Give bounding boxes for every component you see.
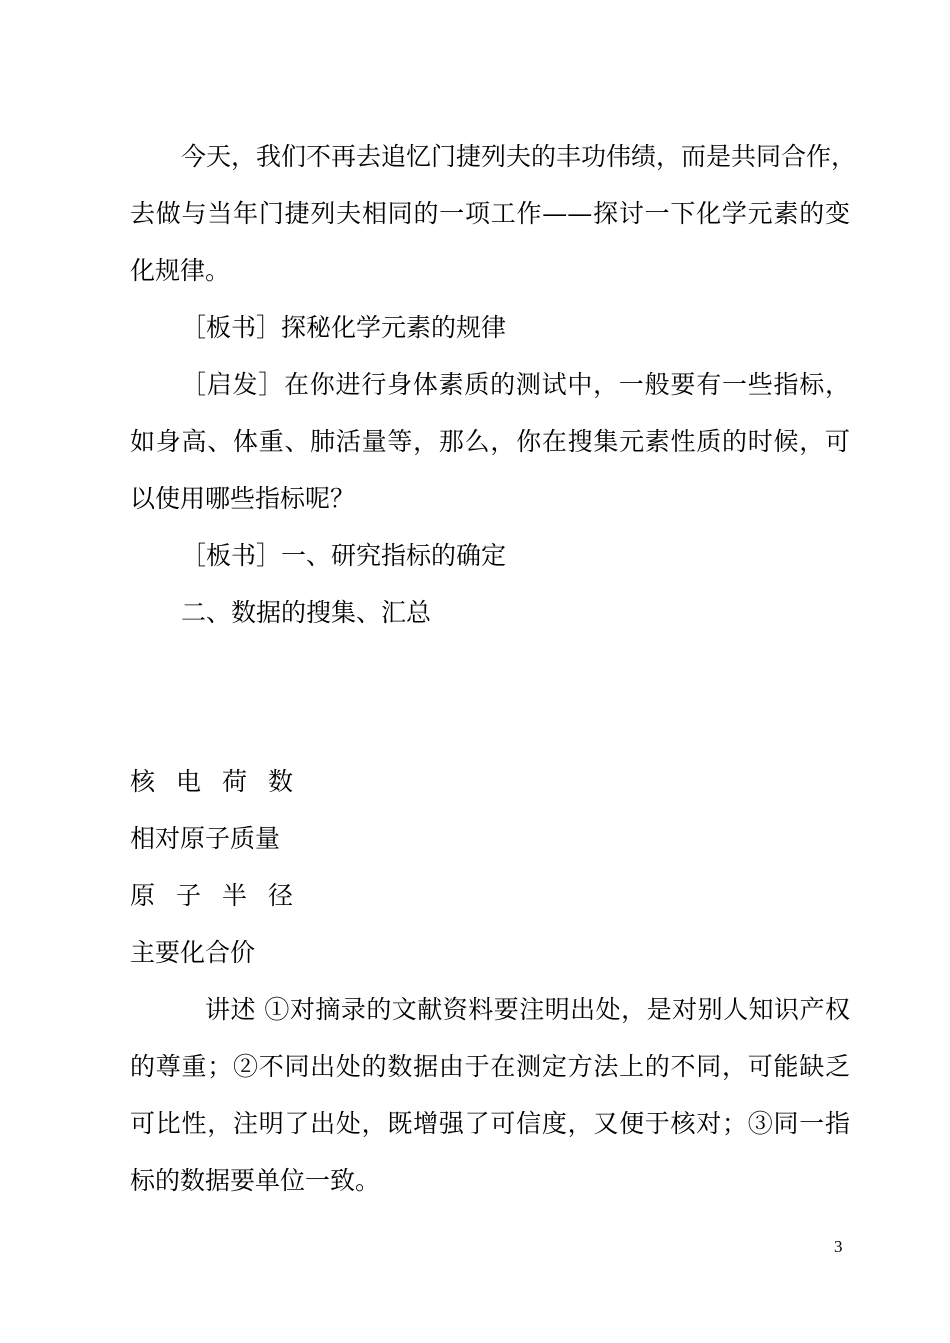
paragraph-1-line-1: 今天，我们不再去追忆门捷列夫的丰功伟绩，而是共同合作， (181, 142, 857, 171)
paragraph-1-line-3: 化规律。 (130, 256, 231, 285)
indicator-main-valence: 主要化合价 (130, 938, 256, 967)
indicator-atomic-radius: 原子半径 (130, 881, 315, 910)
lecture-line-1: 讲述 ①对摘录的文献资料要注明出处，是对别人知识产权 (205, 995, 850, 1024)
paragraph-1-line-2: 去做与当年门捷列夫相同的一项工作——探讨一下化学元素的变 (130, 199, 850, 228)
inspire-line-2: 如身高、体重、肺活量等，那么，你在搜集元素性质的时候，可 (130, 427, 850, 456)
inspire-line-3: 以使用哪些指标呢？ (130, 484, 356, 513)
page-number: 3 (834, 1237, 843, 1256)
inspire-line-1: ［启发］在你进行身体素质的测试中，一般要有一些指标， (181, 370, 850, 399)
board-note-3: 二、数据的搜集、汇总 (181, 598, 432, 627)
lecture-line-2: 的尊重；②不同出处的数据由于在测定方法上的不同，可能缺乏 (130, 1052, 850, 1081)
lecture-line-4: 标的数据要单位一致。 (130, 1166, 381, 1195)
indicator-nuclear-charge: 核电荷数 (130, 767, 315, 796)
board-note-2: ［板书］一、研究指标的确定 (181, 541, 507, 570)
indicator-relative-atomic-mass: 相对原子质量 (130, 824, 281, 853)
board-note-1: ［板书］探秘化学元素的规律 (181, 313, 507, 342)
lecture-line-3: 可比性，注明了出处，既增强了可信度，又便于核对；③同一指 (130, 1109, 850, 1138)
